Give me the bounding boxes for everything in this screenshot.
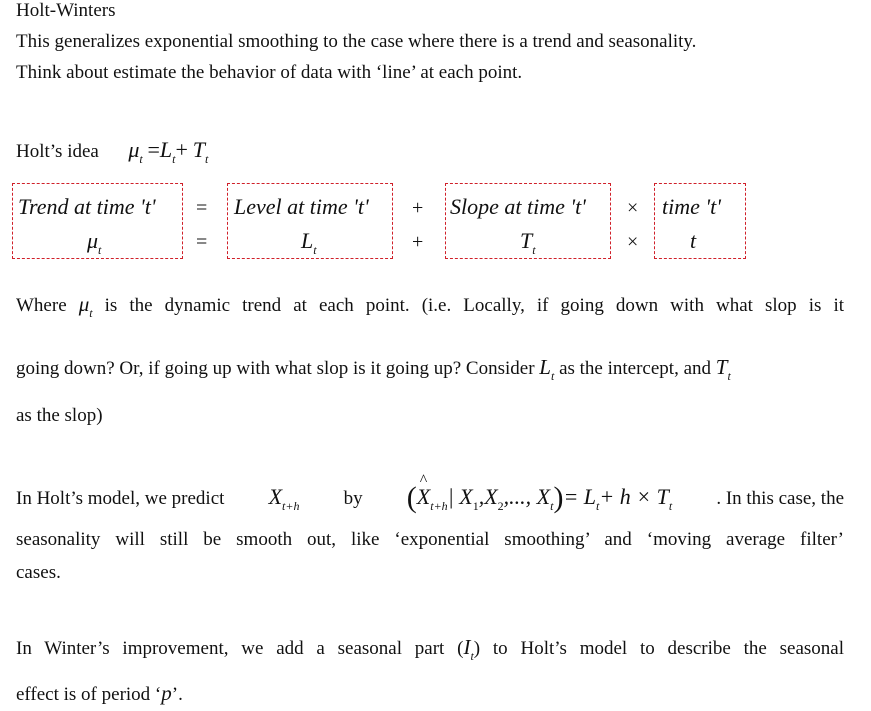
where-mu-sub: t — [89, 306, 93, 320]
level-symbol-L: L — [301, 228, 314, 253]
formula-eq-L: = L — [563, 484, 597, 509]
formula-Xhat-X: X — [416, 484, 431, 509]
where-line-2 — [16, 355, 731, 383]
where-line-1 — [16, 292, 845, 320]
winter-lead: In Winter’s improvement, we add a seasonal part ( — [16, 638, 464, 659]
formula-X2: X — [484, 484, 498, 509]
where-line-3: as the slop) — [16, 405, 103, 426]
winter-line-2 — [16, 681, 183, 706]
holt-idea-label: Holt’s idea — [16, 141, 99, 162]
holt-model-line-1 — [16, 472, 844, 514]
where-line-2-L-sub: t — [550, 369, 555, 383]
holt-model-X-sub: t+h — [282, 499, 300, 513]
formula-dots: ,..., X — [503, 484, 551, 509]
trend-symbol-mu: μ — [87, 228, 99, 253]
slope-label: Slope at time 't' — [450, 194, 586, 219]
winter-I: I — [463, 635, 471, 659]
holt-idea-T-sub: t — [204, 152, 209, 166]
formula-Xhat-sub: t+h — [430, 499, 448, 513]
holt-model-line-3: cases. — [16, 562, 61, 583]
page-heading: Holt-Winters — [16, 0, 116, 21]
holt-idea-mu: μ — [128, 137, 140, 162]
intro-line-2: Think about estimate the behavior of data with ‘line’ at each point. — [16, 62, 523, 83]
slope-symbol — [520, 228, 536, 257]
holt-idea-mu-sub: t — [139, 152, 143, 166]
where-line-2-L: L — [539, 355, 551, 379]
holt-model-line-2: seasonality will still be smooth out, like ‘exponential smoothing’ and ‘moving average filter’ — [16, 529, 844, 550]
plus-sign-top: + — [412, 197, 424, 219]
formula-X2-sub: 2 — [497, 499, 504, 513]
plus-sign-bottom: + — [412, 231, 424, 253]
trend-symbol-sub: t — [98, 243, 102, 257]
formula-X1-sub: 1 — [472, 499, 479, 513]
time-label: time 't' — [662, 194, 721, 219]
formula-hT: + h × T — [599, 484, 669, 509]
winter-rest: ) to Holt’s model to describe the seasonal — [473, 638, 844, 659]
trend-label: Trend at time 't' — [18, 194, 156, 219]
level-symbol-sub: t — [313, 243, 317, 257]
level-symbol — [301, 228, 317, 257]
winter-line-2-end: ’. — [171, 684, 183, 705]
holt-idea-L: L — [159, 137, 173, 162]
formula-T-sub: t — [668, 499, 673, 513]
hat-mark: ^ — [419, 472, 428, 489]
winter-line-1 — [16, 635, 844, 663]
times-sign-bottom: × — [627, 231, 639, 253]
where-rest: is the dynamic trend at each point. (i.e. Locally, if going down with what slop is it — [104, 295, 845, 316]
slope-symbol-sub: t — [532, 243, 536, 257]
time-symbol: t — [690, 228, 697, 253]
holt-idea-line — [16, 137, 209, 166]
formula-right-paren: ) — [553, 481, 564, 514]
formula-comma-1: , — [478, 484, 485, 509]
holt-model-by: by — [343, 488, 363, 509]
winter-I-sub: t — [470, 649, 474, 663]
where-line-2-T: T — [715, 355, 728, 379]
times-sign-top: × — [627, 197, 639, 219]
winter-line-2-lead: effect is of period ‘ — [16, 684, 162, 705]
holt-idea-plus: + — [175, 137, 188, 162]
slope-symbol-T: T — [520, 228, 533, 253]
where-line-2-mid: as the intercept, and — [559, 358, 712, 379]
where-line-2-T-sub: t — [727, 369, 731, 383]
winter-p: p — [161, 681, 172, 705]
holt-model-X: X — [268, 484, 283, 509]
formula-conditional: | X — [447, 484, 473, 509]
formula-Xt-sub: t — [550, 499, 554, 513]
formula-L-sub: t — [596, 499, 600, 513]
trend-symbol — [87, 228, 102, 257]
holt-idea-T: T — [192, 137, 205, 162]
holt-model-X-group — [268, 484, 300, 513]
where-line-2-text: going down? Or, if going up with what slop is it going up? Consider — [16, 358, 535, 379]
equals-sign-top: = — [196, 197, 208, 219]
where-mu: μ — [78, 292, 90, 316]
holt-model-after: . In this case, the — [716, 488, 844, 509]
intro-line-1: This generalizes exponential smoothing to the case where there is a trend and seasonality. — [16, 31, 697, 52]
holt-model-lead: In Holt’s model, we predict — [16, 488, 225, 509]
equals-sign-bottom: = — [196, 231, 208, 253]
level-label: Level at time 't' — [234, 194, 369, 219]
holt-model-formula — [406, 472, 673, 514]
holt-idea-equals: = — [147, 137, 160, 162]
formula-left-paren: ( — [406, 481, 417, 514]
holt-idea-L-sub: t — [172, 152, 176, 166]
where-lead: Where — [16, 295, 67, 316]
formula-Xhat — [416, 472, 431, 509]
